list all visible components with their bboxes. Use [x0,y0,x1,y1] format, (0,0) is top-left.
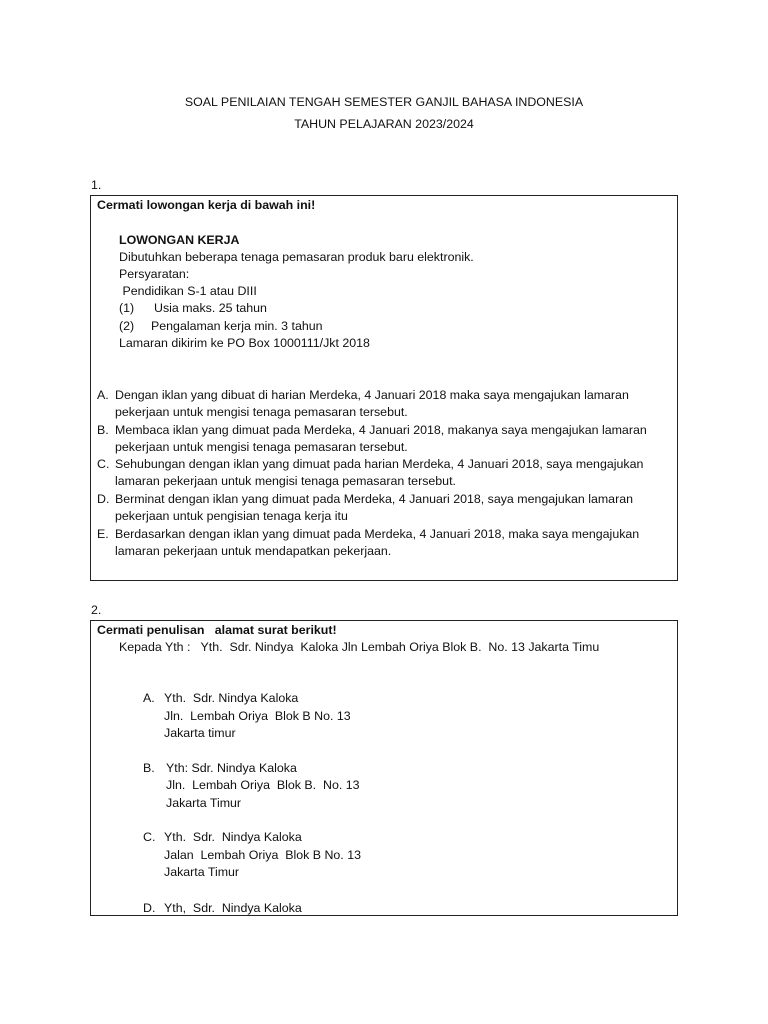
option-letter: D. [143,901,156,915]
option-letter: E. [97,527,109,541]
option-letter: A. [97,388,109,402]
job-ad-line: Pendidikan S-1 atau DIII [119,284,257,298]
option-letter: C. [143,830,156,844]
option-letter: D. [97,492,110,506]
job-ad-req-text: Usia maks. 25 tahun [154,301,267,315]
option-letter: B. [143,761,155,775]
option-letter: B. [97,423,109,437]
page-title: SOAL PENILAIAN TENGAH SEMESTER GANJIL BAHASA INDONESIA [184,95,584,109]
address-example: Kepada Yth : Yth. Sdr. Nindya Kaloka Jln Lembah Oriya Blok B. No. 13 Jakarta Timu [119,640,600,654]
job-ad-line: Lamaran dikirim ke PO Box 1000111/Jkt 2018 [119,336,370,350]
option-text: Yth. Sdr. Nindya Kaloka [164,830,302,844]
option-text: Jalan Lembah Oriya Blok B No. 13 [164,848,361,862]
option-text: Jln. Lembah Oriya Blok B. No. 13 [166,778,360,792]
option-text: pekerjaan untuk mengisi tenaga pemasaran tersebut. [115,405,408,419]
option-text: Berdasarkan dengan iklan yang dimuat pada Merdeka, 4 Januari 2018, maka saya mengajukan [115,527,640,541]
job-ad-heading: LOWONGAN KERJA [119,233,240,247]
option-text: pekerjaan untuk mengisi tenaga pemasaran tersebut. [115,440,408,454]
option-text: Jln. Lembah Oriya Blok B No. 13 [164,709,351,723]
job-ad-line: Dibutuhkan beberapa tenaga pemasaran produk baru elektronik. [119,250,474,264]
question-2-number: 2. [91,603,102,617]
option-letter: A. [143,691,155,705]
question-1-instruction: Cermati lowongan kerja di bawah ini! [97,198,316,212]
job-ad-req-number: (1) [119,301,135,315]
job-ad-req-text: Pengalaman kerja min. 3 tahun [151,319,323,333]
option-text: Dengan iklan yang dibuat di harian Merdeka, 4 Januari 2018 maka saya mengajukan lamaran [115,388,629,402]
option-text: Jakarta timur [164,726,236,740]
option-letter: C. [97,457,110,471]
option-text: pekerjaan untuk pengisian tenaga kerja itu [115,509,348,523]
question-2-instruction: Cermati penulisan alamat surat berikut! [97,623,337,637]
job-ad-line: Persyaratan: [119,267,190,281]
option-text: Jakarta Timur [164,865,240,879]
page-subtitle: TAHUN PELAJARAN 2023/2024 [294,117,474,131]
option-text: Yth: Sdr. Nindya Kaloka [166,761,297,775]
option-text: Jakarta Timur [166,796,242,810]
option-text: Yth. Sdr. Nindya Kaloka [164,691,299,705]
option-text: Sehubungan dengan iklan yang dimuat pada harian Merdeka, 4 Januari 2018, saya mengajukan [115,457,644,471]
question-1-number: 1. [91,178,102,192]
job-ad-req-number: (2) [119,319,135,333]
option-text: lamaran pekerjaan untuk mengisi tenaga pemasaran tersebut. [115,474,456,488]
option-text: Yth, Sdr. Nindya Kaloka [164,901,302,915]
option-text: lamaran pekerjaan untuk mendapatkan pekerjaan. [115,544,392,558]
option-text: Membaca iklan yang dimuat pada Merdeka, 4 Januari 2018, makanya saya mengajukan lamaran [115,423,647,437]
option-text: Berminat dengan iklan yang dimuat pada Merdeka, 4 Januari 2018, saya mengajukan lamaran [115,492,633,506]
